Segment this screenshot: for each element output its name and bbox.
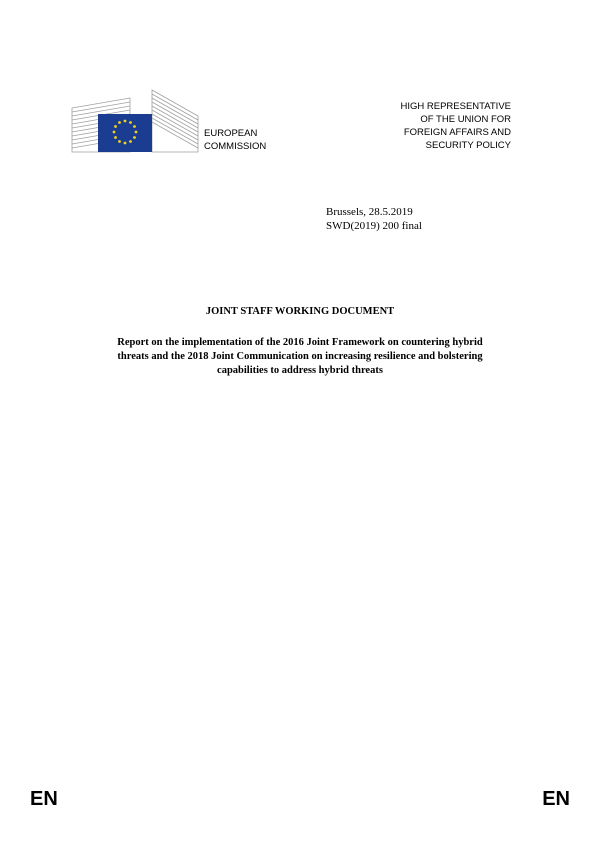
org-right-line: FOREIGN AFFAIRS AND <box>403 127 511 138</box>
document-title <box>88 336 512 378</box>
document-reference: SWD(2019) 200 final <box>326 220 422 232</box>
language-code-left: EN <box>30 788 58 810</box>
title-line: capabilities to address hybrid threats <box>217 365 383 376</box>
place-date: Brussels, 28.5.2019 <box>326 206 413 218</box>
document-type: JOINT STAFF WORKING DOCUMENT <box>205 306 395 317</box>
org-left-line: EUROPEAN <box>204 128 258 139</box>
org-left-line: COMMISSION <box>204 141 267 152</box>
title-line: Report on the implementation of the 2016 Joint Framework on countering hybrid <box>117 337 483 348</box>
org-right-line: OF THE UNION FOR <box>420 114 511 125</box>
european-commission-label <box>204 127 266 153</box>
title-line: threats and the 2018 Joint Communication on increasing resilience and bolstering <box>117 351 483 362</box>
document-meta <box>326 205 422 233</box>
org-right-line: HIGH REPRESENTATIVE <box>400 101 511 112</box>
org-right-line: SECURITY POLICY <box>425 140 511 151</box>
european-commission-logo-icon <box>70 88 200 154</box>
language-code-right: EN <box>542 788 570 810</box>
high-representative-label <box>401 100 512 152</box>
